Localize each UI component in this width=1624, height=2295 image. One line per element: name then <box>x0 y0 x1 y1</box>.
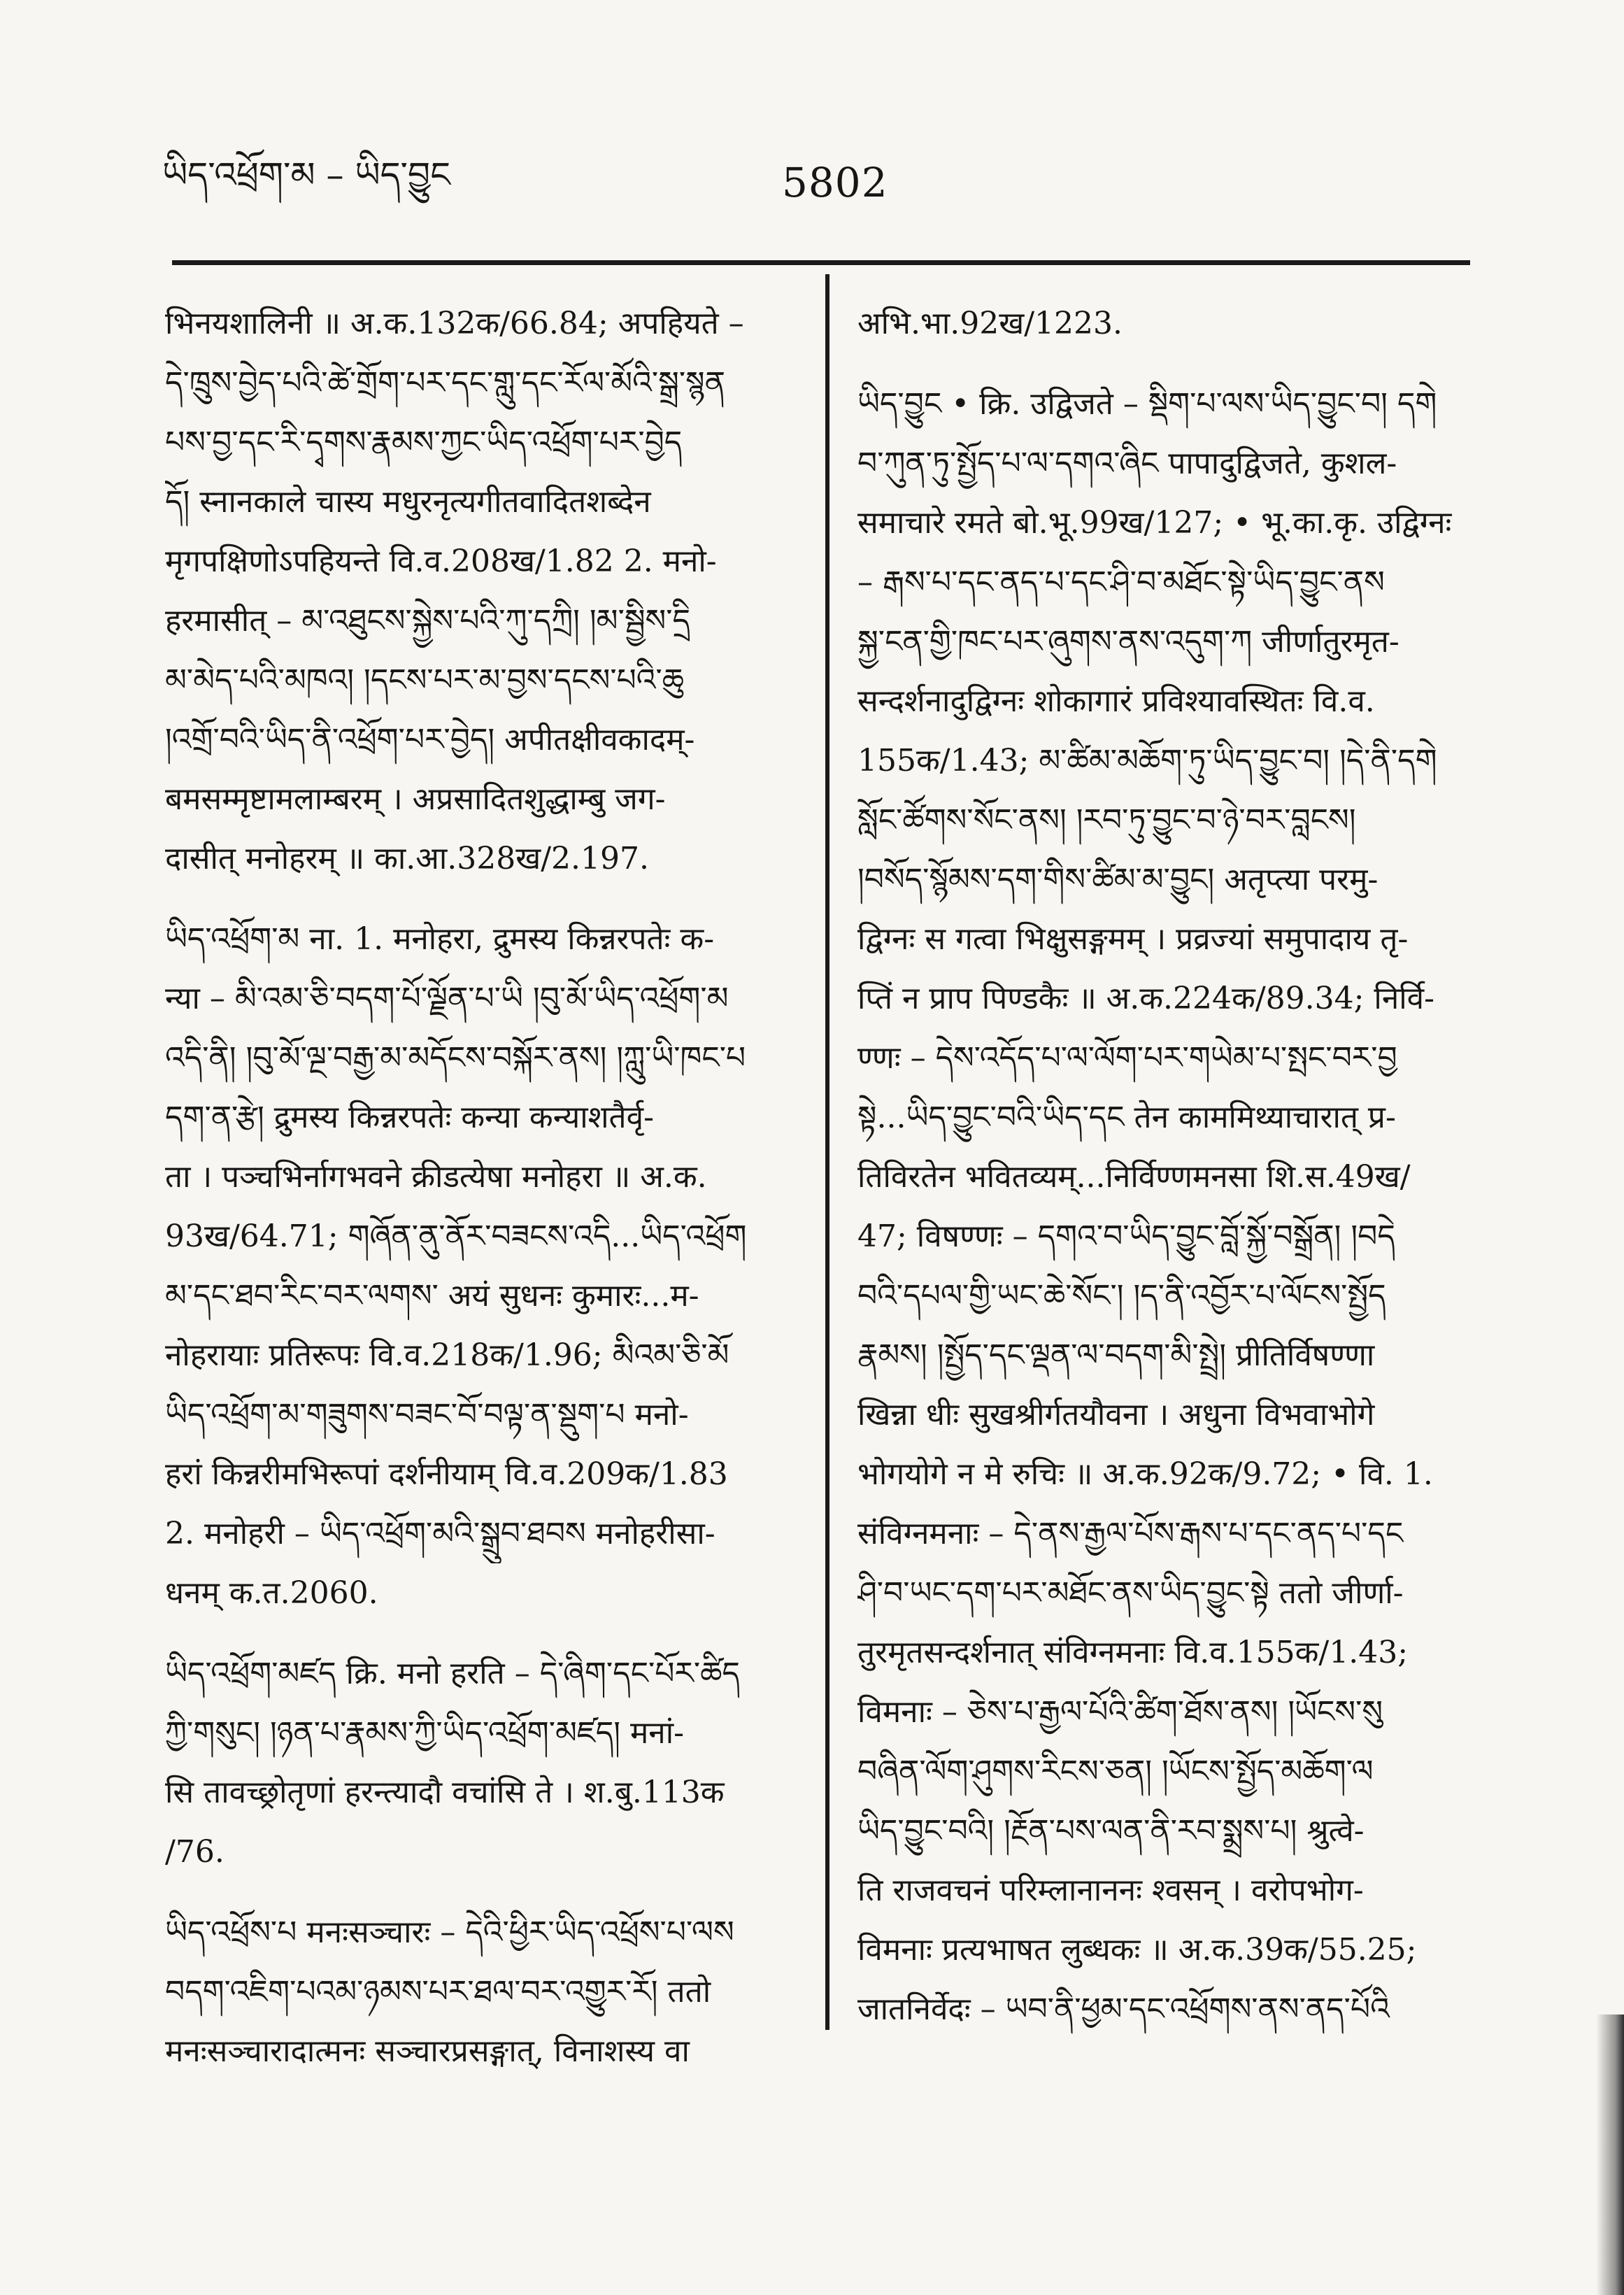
text-line: 155क/1.43; མ་ཚིམ་མཆོག་ཏུ་ཡིད་བྱུང་བ། །དེ་ནི་དགེ <box>857 743 1437 779</box>
scan-edge-shadow <box>1596 2015 1624 2295</box>
text-line: – རྒས་པ་དང་ནད་པ་དང་ཤི་བ་མཐོང་སྟེ་ཡིད་བྱུང་ནས <box>857 564 1385 600</box>
text-line: हरमासीत् – མ་འཐུངས་སྐྱེས་པའི་ཀུ་དཀྲི། །མ་སྦྱིས་དྲི <box>165 603 690 639</box>
text-line: समाचारे रमते बो.भू.99ख/127; • भू.का.कृ. उद्विग्नः <box>857 505 1452 541</box>
text-line: སྐྱ་ངན་གྱི་ཁང་པར་ཞུགས་ནས་འདུག་ཀ जीर्णातुरमृत- <box>857 624 1399 660</box>
text-line: ण्णः – དེས་འདོད་པ་ལ་ལོག་པར་གཡེམ་པ་སྤང་བར་བྱ <box>857 1040 1397 1076</box>
text-line: ཡིད་འཕྲོག་མ་གཟུགས་བཟང་བོ་བལྟ་ན་སྡུག་པ मनो- <box>165 1397 689 1433</box>
text-line: दासीत् मनोहरम् ॥ का.आ.328ख/2.197. <box>165 841 649 876</box>
text-line: खिन्ना धीः सुखश्रीर्गतयौवना । अधुना विभवाभोगे <box>857 1397 1375 1433</box>
text-line: बमसम्मृष्टामलाम्बरम् । अप्रसादितशुद्धाम्बु जग- <box>165 781 666 817</box>
text-line: བ་ཀུན་ཏུ་སྤྱོད་པ་ལ་དགའ་ཞིང पापादुद्विजते, कुशल- <box>857 446 1397 481</box>
text-line: अभि.भा.92ख/1223. <box>857 306 1123 341</box>
left-column <box>165 294 795 2081</box>
text-line: ཡིད་བྱུང་བའི། །རྔོན་པས་ལན་ནི་རབ་སྨྲས་པ། श्रुत्वे- <box>857 1813 1365 1849</box>
text-line: मनःसञ्चारादात्मनः सञ्चारप्रसङ्गात्, विनाशस्य वा <box>165 2033 690 2069</box>
entry-gap <box>165 1882 795 1903</box>
header-rule <box>172 260 1470 265</box>
text-line: ཀྱི་གསུང། །ཉན་པ་རྣམས་ཀྱི་ཡིད་འཕྲོག་མཛད། मनां- <box>165 1715 684 1751</box>
page-number: 5802 <box>782 159 888 206</box>
text-line: /76. <box>165 1834 225 1870</box>
text-line: न्या – མི་འམ་ཅི་བདག་པོ་ལྗོན་པ་ཡི །བུ་མོ་ཡིད་འཕྲོག་མ <box>165 981 729 1016</box>
text-line: धनम् क.त.2060. <box>165 1575 378 1611</box>
entry-gap <box>857 353 1473 374</box>
text-line: हरां किन्नरीमभिरूपां दर्शनीयाम् वि.व.209क/1.83 <box>165 1456 728 1492</box>
text-line: मृगपक्षिणोऽपहियन्ते वि.व.208ख/1.82 2. मनो- <box>165 543 717 579</box>
text-line: སྟེ...ཡིད་བྱུང་བའི་ཡིད་དང तेन काममिथ्याचारात् प्र- <box>857 1100 1396 1135</box>
text-line: །འགྲོ་བའི་ཡིད་ནི་འཕྲོག་པར་བྱེད། अपीतक्षीवकादम्- <box>165 722 695 758</box>
text-line: །བསོད་སྙོམས་དག་གིས་ཚིམ་མ་བྱུང། अतृप्त्या परमु- <box>857 862 1379 897</box>
text-line: विमनाः – ཅེས་པ་རྒྱལ་པོའི་ཚིག་ཐོས་ནས། །ཡོངས་སུ <box>857 1694 1383 1730</box>
text-line: द्विग्नः स गत्वा भिक्षुसङ्गमम् । प्रव्रज्यां समुपादाय तृ- <box>857 921 1409 957</box>
right-column <box>857 294 1473 2039</box>
column-divider <box>825 274 829 2030</box>
entry-gap <box>165 1623 795 1644</box>
text-line: ཡིད་འཕྲོག་མཛད क्रि. मनो हरति – དེ་ཞིག་དང་པོར་ཚིད <box>165 1656 740 1691</box>
text-line: 93ख/64.71; གཞོན་ནུ་ནོར་བཟངས་འདི...ཡིད་འཕྲོག <box>165 1218 747 1254</box>
text-line: དེ་ཁྲུས་བྱེད་པའི་ཚེ་གྲོག་པར་དང་གླུ་དང་རོལ་མོའི་སྒྲ་སྙན <box>165 365 725 401</box>
text-line: པས་བྱ་དང་རི་དྭགས་རྣམས་ཀྱང་ཡིད་འཕྲོག་པར་བྱེད <box>165 425 683 460</box>
entry-gap <box>165 888 795 909</box>
text-line: རྣམས། །སྤྱོད་དང་ལྡན་ལ་བདག་མི་སྤྲེ། प्रीतिर्विषण्णा <box>857 1337 1375 1373</box>
text-line: 47; विषण्णः – དགའ་བ་ཡིད་བྱུང་བློ་སྐྱོ་བསྒྲོན། །བདེ <box>857 1218 1395 1254</box>
text-line: སློང་ཚོགས་སོང་ནས། །རབ་ཏུ་བྱུང་བ་ཉེ་བར་བླངས། <box>857 802 1356 838</box>
text-line: सन्दर्शनादुद्विग्नः शोकागारं प्रविश्यावस्थितः वि.व. <box>857 683 1375 719</box>
text-line: भोगयोगे न मे रुचिः ॥ अ.क.92क/9.72; • वि. 1. <box>857 1456 1433 1492</box>
text-line: འདི་ནི། །བུ་མོ་ལྔ་བརྒྱ་མ་མདོངས་བསྐོར་ནས། །ཀླུ་ཡི་ཁང་པ <box>165 1040 746 1076</box>
text-line: प्तिं न प्राप पिण्डकैः ॥ अ.क.224क/89.34; निर्वि- <box>857 981 1434 1016</box>
text-line: བདག་འཇིག་པའམ་ཉམས་པར་ཐལ་བར་འགྱུར་རོ། ततो <box>165 1974 711 2010</box>
text-line: ति राजवचनं परिम्लानाननः श्वसन् । वरोपभोग- <box>857 1873 1364 1908</box>
text-line: ཡིད་འཕྲོས་པ मनःसञ्चारः – དེའི་ཕྱིར་ཡིད་འཕྲོས་པ་ལས <box>165 1914 734 1950</box>
text-line: 2. मनोहरी – ཡིད་འཕྲོག་མའི་སྒྲུབ་ཐབས मनोहरीसा- <box>165 1516 715 1551</box>
text-line: བའི་དཔལ་གྱི་ཡང་ཆེ་སོང་། །ད་ནི་འབྱོར་པ་ལོངས་སྤྱོད <box>857 1278 1386 1314</box>
text-line: དོ། स्नानकाले चास्य मधुरनृत्यगीतवादितशब्देन <box>165 484 651 520</box>
text-line: सि तावच्छ्रोतृणां हरन्त्यादौ वचांसि ते । श.बु.113क <box>165 1775 725 1810</box>
text-line: ཡིད་འཕྲོག་མ ना. 1. मनोहरा, द्रुमस्य किन्नरपतेः क- <box>165 921 715 957</box>
text-line: དག་ན་རྩེ། द्रुमस्य किन्नरपतेः कन्या कन्याशतैर्वृ- <box>165 1100 654 1135</box>
text-line: ཤི་བ་ཡང་དག་པར་མཐོང་ནས་ཡིད་བྱུང་སྟེ ततो जीर्णा- <box>857 1575 1404 1611</box>
text-line: भिनयशालिनी ॥ अ.क.132क/66.84; अपहियते – <box>165 306 744 341</box>
text-line: विमनाः प्रत्यभाषत लुब्धकः ॥ अ.क.39क/55.25; <box>857 1932 1417 1968</box>
text-line: མ་མེད་པའི་མཁའ། །དངས་པར་མ་བྱས་དངས་པའི་ཆུ <box>165 662 685 698</box>
text-line: མ་དང་ཐབ་རིང་བར་ལགས་ अयं सुधनः कुमारः...म- <box>165 1278 699 1314</box>
text-line: ཡིད་བྱུང • क्रि. उद्विजते – སྡིག་པ་ལས་ཡིད་བྱུང་བ། དགེ <box>857 386 1437 422</box>
text-line: संविग्नमनाः – དེ་ནས་རྒྱལ་པོས་རྒས་པ་དང་ནད་པ་དང <box>857 1516 1404 1551</box>
text-line: जातनिर्वेदः – ཡབ་ནི་ཕྱམ་དང་འཕྲོགས་ནས་ནད་པོའི <box>857 1991 1390 2027</box>
text-line: तुरमृतसन्दर्शनात् संविग्नमनाः वि.व.155क/1.43; <box>857 1635 1409 1670</box>
running-head: ཡིད་འཕྲོག་མ – ཡིད་བྱུང <box>162 155 450 195</box>
text-line: བཞིན་ལོག་ཤུགས་རིངས་ཅན། །ཡོངས་སྤྱོད་མཆོག་ལ <box>857 1754 1374 1789</box>
text-line: ता । पञ्चभिर्नागभवने क्रीडत्येषा मनोहरा ॥ अ.क. <box>165 1159 707 1195</box>
text-line: तिविरतेन भवितव्यम्...निर्विण्णमनसा शि.स.49ख/ <box>857 1159 1411 1195</box>
text-line: नोहरायाः प्रतिरूपः वि.व.218क/1.96; མིའམ་ཅི་མོ <box>165 1337 729 1373</box>
